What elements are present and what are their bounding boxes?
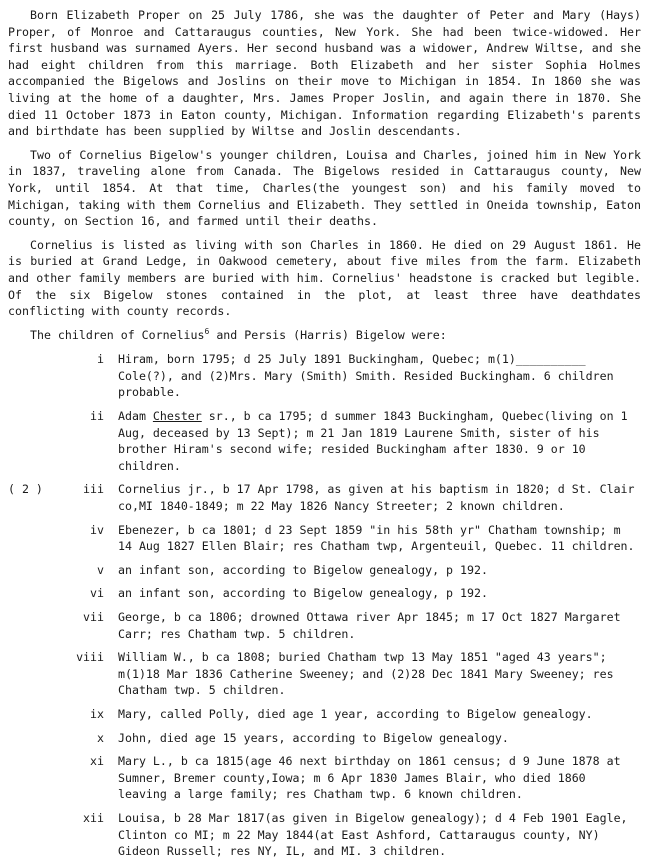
child-number: xi	[90, 754, 104, 769]
child-entry-text	[118, 753, 641, 803]
child-entry-text	[118, 609, 641, 642]
list-item	[8, 730, 641, 747]
entry-text: Hiram, born 1795; d 25 July 1891 Buckingham, Quebec; m(1)__________ Cole(?), and (2)Mrs. Mary (Smith) Smith. Resided Buckingham. 6 children probable.	[118, 352, 614, 400]
generation-marker: ( 2 )	[8, 482, 43, 497]
paragraph-move-to-michigan: Two of Cornelius Bigelow's younger children, Louisa and Charles, joined him in New York in 1837, traveling alone from Canada. The Bigelows resided in Cattaraugus county, New York, until 1854. At that time, Charles(the youngest son) and his family moved to Michigan, taking with them Cornelius and Elizabeth. They settled in Oneida township, Eaton county, on Section 16, and farmed until their deaths.	[8, 147, 641, 229]
child-number: ii	[90, 409, 104, 424]
list-item	[8, 481, 641, 514]
entry-text: an infant son, according to Bigelow genealogy, p 192.	[118, 562, 488, 577]
entry-text: William W., b ca 1808; buried Chatham twp 13 May 1851 "aged 43 years"; m(1)18 Mar 1836 Catherine Sweeney; and (2)28 Dec 1841 Mary Sweeney; res Chatham twp. 5 children.	[118, 650, 614, 698]
list-item	[8, 522, 641, 555]
underlined-name: Chester	[152, 409, 202, 424]
child-number: ix	[90, 706, 104, 721]
generation-marker	[8, 562, 64, 579]
child-number: vii	[83, 610, 104, 624]
generation-marker	[8, 706, 64, 723]
list-item	[8, 706, 641, 723]
list-item	[8, 810, 641, 860]
generation-marker	[8, 649, 64, 699]
child-entry-text	[118, 649, 641, 699]
child-number: xii	[83, 810, 104, 825]
generation-marker	[8, 810, 64, 860]
entry-text: Adam	[118, 409, 153, 424]
child-entry-text	[118, 810, 641, 860]
child-entry-text	[118, 706, 641, 723]
entry-text: Mary L., b ca 1815(age 46 next birthday on 1861 census; d 9 June 1878 at Sumner, Bremer county,Iowa; m 6 Apr 1830 James Blair, who died 1860 leaving a large family; res Chatham twp. 6 known children.	[118, 754, 621, 802]
child-number: vi	[90, 586, 104, 601]
list-item	[8, 585, 641, 602]
generation-marker	[8, 753, 64, 803]
children-intro	[8, 327, 641, 344]
entry-text: Ebenezer, b ca 1801; d 23 Sept 1859 "in his 58th yr" Chatham township; m 14 Aug 1827 Ellen Blair; res Chatham twp, Argenteuil, Quebec. 11 children.	[118, 522, 635, 554]
list-item	[8, 649, 641, 699]
child-number: i	[97, 352, 104, 367]
list-item	[8, 609, 641, 642]
intro-after: and Persis (Harris) Bigelow were:	[216, 327, 447, 342]
entry-text: Cornelius jr., b 17 Apr 1798, as given at his baptism in 1820; d St. Clair co,MI 1840-1849; m 22 May 1826 Nancy Streeter; 2 known children.	[118, 482, 635, 514]
intro-before: The children of Cornelius	[30, 327, 205, 342]
child-entry-text	[118, 481, 641, 514]
generation-marker	[8, 585, 64, 602]
paragraph-elizabeth: Born Elizabeth Proper on 25 July 1786, she was the daughter of Peter and Mary (Hays) Proper, of Monroe and Cattaraugus counties, New York. She had been twice-widowed. Her first husband was surnamed Ayers. Her second husband was a widower, Andrew Wiltse, and she had eight children from this marriage. Both Elizabeth and her sister Sophia Holmes accompanied the Bigelows and Joslins on their move to Michigan in 1854. In 1860 she was living at the home of a daughter, Mrs. James Proper Joslin, and again there in 1870. She died 11 October 1873 in Eaton county, Michigan. Information regarding Elizabeth's parents and birthdate has been supplied by Wiltse and Joslin descendants.	[8, 8, 641, 139]
child-number: iv	[90, 522, 104, 537]
child-entry-text	[118, 522, 641, 555]
entry-text: an infant son, according to Bigelow genealogy, p 192.	[118, 586, 488, 601]
entry-text: John, died age 15 years, according to Bigelow genealogy.	[118, 730, 509, 745]
child-number: viii	[76, 650, 104, 665]
list-item	[8, 408, 641, 474]
child-entry-text	[118, 351, 641, 401]
entry-text-continued: sr., b ca 1795; d summer 1843 Buckingham, Quebec(living on 1 Aug, deceased by 13 Sept); m 21 Jan 1819 Laurene Smith, sister of his brother Hiram's second wife; resided Buckingham after 1830. 9 or 10 children.	[118, 409, 628, 473]
child-number: v	[97, 562, 104, 577]
generation-marker	[8, 408, 64, 474]
generation-marker	[8, 522, 64, 555]
generation-marker	[8, 730, 64, 747]
list-item	[8, 351, 641, 401]
child-entry-text	[118, 585, 641, 602]
child-entry-text	[118, 730, 641, 747]
entry-text: Mary, called Polly, died age 1 year, according to Bigelow genealogy.	[118, 706, 593, 721]
generation-marker	[8, 609, 64, 642]
entry-text: George, b ca 1806; drowned Ottawa river Apr 1845; m 17 Oct 1827 Margaret Carr; res Chatham twp. 5 children.	[118, 610, 621, 641]
children-list	[8, 351, 641, 859]
child-entry-text	[118, 562, 641, 579]
child-number: x	[97, 730, 104, 745]
paragraph-death-burial: Cornelius is listed as living with son Charles in 1860. He died on 29 August 1861. He is buried at Grand Ledge, in Oakwood cemetery, about five miles from the farm. Elizabeth and other family members are buried with him. Cornelius' headstone is cracked but legible. Of the six Bigelow stones contained in the plot, at least three have deathdates conflicting with county records.	[8, 237, 641, 319]
child-entry-text	[118, 408, 641, 474]
footnote-marker: 6	[204, 326, 210, 336]
generation-marker	[8, 351, 64, 401]
list-item	[8, 753, 641, 803]
child-number: iii	[83, 482, 104, 497]
list-item	[8, 562, 641, 579]
entry-text: Louisa, b 28 Mar 1817(as given in Bigelow genealogy); d 4 Feb 1901 Eagle, Clinton co MI; m 22 May 1844(at East Ashford, Cattaraugus county, NY) Gideon Russell; res NY, IL, and MI. 3 children.	[118, 810, 628, 859]
